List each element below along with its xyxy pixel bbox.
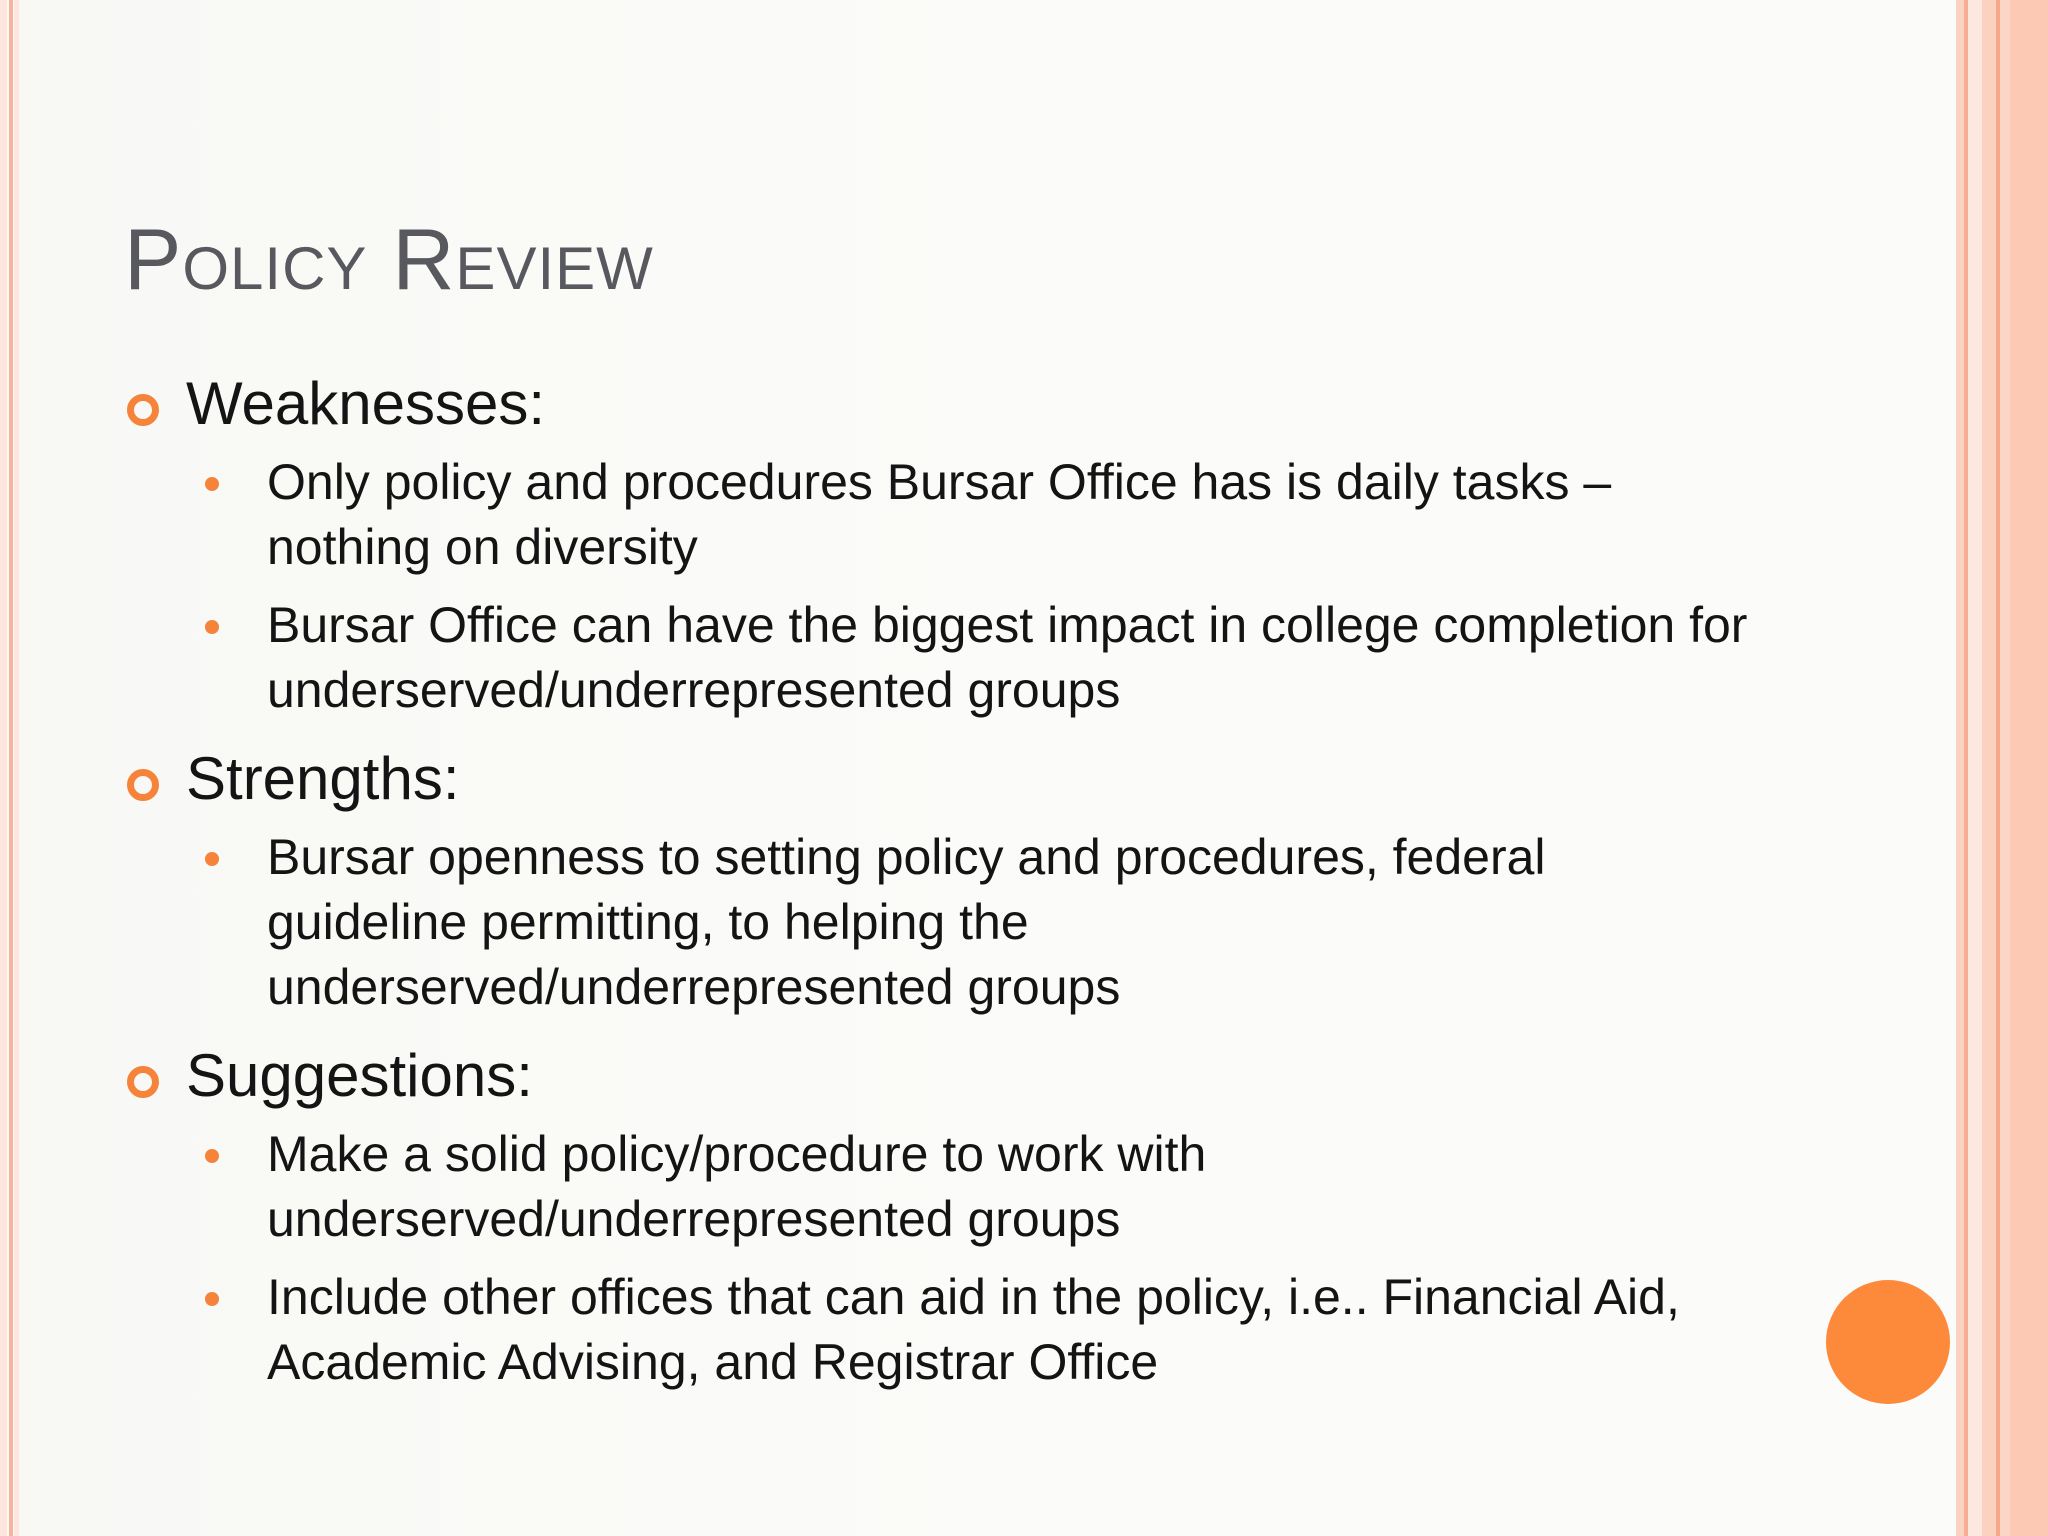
bullet-text: Include other offices that can aid in the policy, i.e.. Financial Aid, Academic Advising, and Registrar Office [267,1269,1680,1390]
right-border-stripe [1982,0,1996,1536]
bullet-text: Bursar openness to setting policy and procedures, federal guideline permitting, to helping the underserved/underrepresented groups [267,829,1546,1015]
section-heading-strengths: Strengths: [124,745,1764,813]
bullet-item [205,593,1764,723]
dot-bullet-icon [205,1149,219,1163]
right-border-stripe [2010,0,2048,1536]
slide-body [124,370,1764,1395]
right-border-stripe [2000,0,2010,1536]
ring-bullet-icon [127,1066,159,1098]
bullet-item [205,1265,1764,1395]
bullet-item [205,1122,1764,1252]
left-border-stripe [14,0,19,1536]
right-border-stripe [1956,0,1964,1536]
left-border-stripe [0,0,7,1536]
bullet-text: Make a solid policy/procedure to work with underserved/underrepresented groups [267,1126,1207,1247]
right-border-stripe [1968,0,1982,1536]
dot-bullet-icon [205,852,219,866]
bullet-text: Bursar Office can have the biggest impact in college completion for underserved/underrepresented groups [267,597,1748,718]
ring-bullet-icon [127,394,159,426]
bullet-item [205,825,1764,1020]
left-border-stripe [9,0,13,1536]
dot-bullet-icon [205,620,219,634]
bullet-text: Only policy and procedures Bursar Office has is daily tasks – nothing on diversity [267,454,1612,575]
dot-bullet-icon [205,1292,219,1306]
decorative-circle [1826,1280,1950,1404]
section-heading-suggestions: Suggestions: [124,1042,1764,1110]
slide-title: Policy Review [124,212,654,308]
section-heading-weaknesses: Weaknesses: [124,370,1764,438]
ring-bullet-icon [127,769,159,801]
bullet-item [205,450,1764,580]
dot-bullet-icon [205,477,219,491]
